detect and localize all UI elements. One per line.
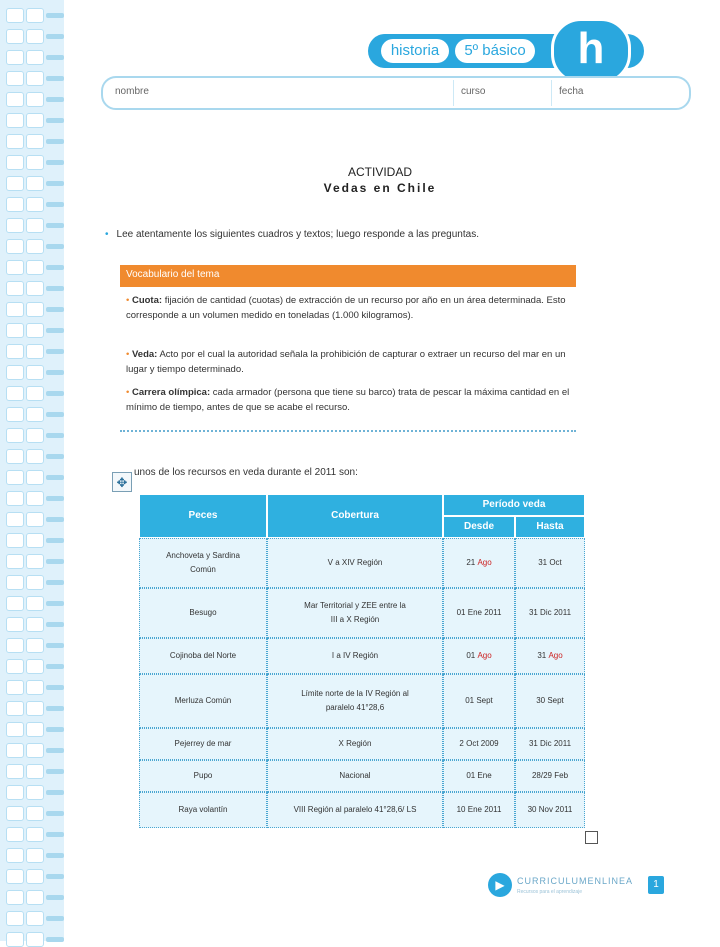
vocabulary-item (126, 347, 570, 377)
binding-ring (6, 302, 24, 317)
binding-ring (26, 218, 44, 233)
binding-stub (46, 706, 64, 711)
binding-stub (46, 412, 64, 417)
binding-stub (46, 433, 64, 438)
binding-ring (26, 911, 44, 926)
cell-from: 01 Ene (443, 760, 515, 792)
binding-stub (46, 874, 64, 879)
binding-stub (46, 622, 64, 627)
binding-ring (6, 701, 24, 716)
binding-stub (46, 601, 64, 606)
header-coverage: Cobertura (267, 494, 443, 538)
binding-stub (46, 811, 64, 816)
binding-ring (6, 344, 24, 359)
binding-ring (6, 470, 24, 485)
binding-ring (26, 386, 44, 401)
binding-ring (6, 386, 24, 401)
binding-stub (46, 790, 64, 795)
binding-ring (6, 575, 24, 590)
binding-ring (6, 260, 24, 275)
binding-stub (46, 475, 64, 480)
binding-ring (26, 113, 44, 128)
cell-coverage (267, 588, 443, 638)
cell-from (443, 538, 515, 588)
play-logo-icon: ▶ (488, 873, 512, 897)
binding-ring (6, 239, 24, 254)
binding-stub (46, 244, 64, 249)
cell-to: 31 Dic 2011 (515, 588, 585, 638)
cell-species: Pupo (139, 760, 267, 792)
binding-ring (6, 134, 24, 149)
binding-ring (6, 785, 24, 800)
binding-ring (26, 344, 44, 359)
cell-to: 31 Oct (515, 538, 585, 588)
divider (453, 80, 454, 106)
binding-ring (6, 8, 24, 23)
binding-ring (6, 50, 24, 65)
binding-ring (6, 323, 24, 338)
binding-ring (26, 806, 44, 821)
binding-ring (26, 71, 44, 86)
binding-ring (6, 365, 24, 380)
binding-ring (6, 764, 24, 779)
binding-ring (26, 470, 44, 485)
table-resize-handle[interactable] (585, 831, 598, 844)
cell-coverage: VIII Región al paralelo 41°28,6/ LS (267, 792, 443, 828)
binding-ring (6, 512, 24, 527)
binding-stub (46, 580, 64, 585)
cell-from (443, 638, 515, 674)
binding-ring (6, 197, 24, 212)
cell-coverage: X Región (267, 728, 443, 760)
binding-ring (6, 680, 24, 695)
binding-ring (26, 722, 44, 737)
binding-ring (6, 743, 24, 758)
grade-label: 5º básico (455, 39, 535, 63)
binding-ring (26, 407, 44, 422)
vocabulary-box (120, 289, 576, 432)
binding-ring (6, 533, 24, 548)
binding-ring (26, 260, 44, 275)
binding-stub (46, 664, 64, 669)
coverage-text: Límite norte de la IV Región al paralelo 41°28,6 (301, 689, 409, 712)
date-field-label: fecha (559, 86, 584, 97)
header-species: Peces (139, 494, 267, 538)
binding-ring (26, 29, 44, 44)
history-logo: h (551, 18, 631, 84)
binding-ring (6, 596, 24, 611)
vocabulary-term: Cuota: (131, 295, 163, 306)
vocabulary-item (126, 385, 570, 415)
binding-ring (26, 302, 44, 317)
binding-ring (6, 806, 24, 821)
binding-ring (26, 281, 44, 296)
binding-stub (46, 517, 64, 522)
binding-stub (46, 307, 64, 312)
binding-ring (26, 848, 44, 863)
binding-ring (26, 785, 44, 800)
binding-stub (46, 769, 64, 774)
cell-from: 01 Sept (443, 674, 515, 728)
binding-stub (46, 328, 64, 333)
binding-ring (26, 533, 44, 548)
binding-ring (26, 638, 44, 653)
binding-stub (46, 559, 64, 564)
binding-ring (6, 638, 24, 653)
bullet-icon: • (126, 349, 132, 360)
cell-coverage: I a IV Región (267, 638, 443, 674)
instruction-text: Lee atentamente los siguientes cuadros y textos; luego responde a las preguntas. (116, 229, 479, 240)
header-period: Período veda (443, 494, 585, 516)
binding-ring (26, 491, 44, 506)
subject-label: historia (381, 39, 449, 63)
vocabulary-term: Carrera olímpica: (131, 387, 211, 398)
binding-stub (46, 916, 64, 921)
date-month: Ago (548, 651, 563, 660)
binding-ring (6, 407, 24, 422)
binding-stub (46, 643, 64, 648)
binding-ring (26, 50, 44, 65)
binding-stub (46, 895, 64, 900)
binding-stub (46, 496, 64, 501)
binding-ring (26, 155, 44, 170)
binding-ring (26, 659, 44, 674)
vocabulary-item (126, 293, 570, 323)
footer-brand: CURRICULUMENLINEA (517, 876, 634, 886)
bullet-icon: • (126, 295, 132, 306)
cell-species: Besugo (139, 588, 267, 638)
binding-ring (6, 218, 24, 233)
course-field-label: curso (461, 86, 486, 97)
cell-to (515, 638, 585, 674)
binding-ring (6, 890, 24, 905)
divider (551, 80, 552, 106)
binding-ring (26, 575, 44, 590)
binding-stub (46, 748, 64, 753)
binding-ring (26, 365, 44, 380)
coverage-text: Mar Territorial y ZEE entre la III a X Región (304, 601, 406, 624)
page-number: 1 (648, 876, 664, 894)
binding-stub (46, 727, 64, 732)
binding-ring (6, 113, 24, 128)
binding-ring (26, 323, 44, 338)
binding-stub (46, 391, 64, 396)
cell-species (139, 538, 267, 588)
cell-from: 2 Oct 2009 (443, 728, 515, 760)
binding-stub (46, 853, 64, 858)
binding-stub (46, 937, 64, 942)
binding-ring (26, 701, 44, 716)
binding-stub (46, 265, 64, 270)
date-day: 01 (466, 651, 476, 660)
bullet-icon: • (105, 229, 109, 240)
table-move-handle-icon[interactable]: ✥ (112, 472, 132, 492)
binding-ring (6, 932, 24, 947)
binding-ring (26, 596, 44, 611)
header-from: Desde (443, 516, 515, 538)
binding-ring (26, 617, 44, 632)
binding-stub (46, 223, 64, 228)
binding-ring (26, 8, 44, 23)
binding-ring (6, 92, 24, 107)
binding-ring (26, 680, 44, 695)
binding-ring (6, 722, 24, 737)
binding-ring (6, 428, 24, 443)
binding-ring (26, 890, 44, 905)
cell-coverage: Nacional (267, 760, 443, 792)
vocabulary-heading: Vocabulario del tema (120, 265, 576, 287)
binding-ring (6, 827, 24, 842)
binding-ring (6, 554, 24, 569)
header-to: Hasta (515, 516, 585, 538)
binding-stub (46, 97, 64, 102)
name-field-label: nombre (115, 86, 149, 97)
date-month: Ago (477, 651, 492, 660)
binding-ring (6, 617, 24, 632)
vocabulary-definition: fijación de cantidad (cuotas) de extracción de un recurso por año en un área determinada. Esto corresponde a un volumen medido en toneladas (1.000 kilogramos). (126, 295, 566, 321)
binding-ring (6, 491, 24, 506)
date-day: 31 (537, 651, 547, 660)
student-info-bar (101, 76, 691, 110)
date-month: Ago (477, 558, 492, 567)
binding-stub (46, 832, 64, 837)
binding-ring (6, 155, 24, 170)
binding-ring (26, 239, 44, 254)
binding-stub (46, 286, 64, 291)
instruction (105, 229, 605, 240)
binding-ring (6, 869, 24, 884)
binding-ring (26, 92, 44, 107)
cell-to: 30 Nov 2011 (515, 792, 585, 828)
binding-stub (46, 118, 64, 123)
binding-ring (26, 428, 44, 443)
cell-from: 01 Ene 2011 (443, 588, 515, 638)
cell-coverage (267, 674, 443, 728)
binding-stub (46, 139, 64, 144)
binding-stub (46, 34, 64, 39)
binding-ring (26, 512, 44, 527)
binding-ring (6, 29, 24, 44)
date-day: 21 (466, 558, 476, 567)
binding-ring (26, 197, 44, 212)
species-text: Anchoveta y Sardina Común (166, 551, 240, 574)
cell-species: Merluza Común (139, 674, 267, 728)
binding-stub (46, 181, 64, 186)
binding-stub (46, 55, 64, 60)
binding-ring (6, 659, 24, 674)
binding-ring (6, 71, 24, 86)
binding-ring (26, 554, 44, 569)
binding-stub (46, 538, 64, 543)
binding-stub (46, 370, 64, 375)
cell-species: Cojinoba del Norte (139, 638, 267, 674)
table-intro: unos de los recursos en veda durante el 2011 son: (134, 467, 358, 478)
binding-stub (46, 202, 64, 207)
cell-species: Raya volantín (139, 792, 267, 828)
activity-label: ACTIVIDAD (347, 165, 412, 179)
cell-to: 31 Dic 2011 (515, 728, 585, 760)
binding-ring (26, 827, 44, 842)
cell-species: Pejerrey de mar (139, 728, 267, 760)
vocabulary-definition: cada armador (persona que tiene su barco) trata de pescar la máxima cantidad en el mínimo de tiempo, antes de que se acabe el recurso. (126, 387, 570, 413)
vocabulary-term: Veda: (131, 349, 158, 360)
binding-stub (46, 13, 64, 18)
binding-ring (26, 743, 44, 758)
binding-ring (26, 869, 44, 884)
cell-from: 10 Ene 2011 (443, 792, 515, 828)
spiral-binding (0, 0, 64, 941)
binding-ring (6, 911, 24, 926)
activity-title: Vedas en Chile (323, 181, 437, 195)
binding-ring (26, 764, 44, 779)
cell-to: 30 Sept (515, 674, 585, 728)
binding-ring (6, 848, 24, 863)
binding-ring (6, 281, 24, 296)
binding-stub (46, 454, 64, 459)
binding-stub (46, 349, 64, 354)
binding-ring (26, 176, 44, 191)
binding-ring (26, 449, 44, 464)
footer-tagline: Recursos para el aprendizaje (517, 889, 583, 895)
cell-coverage: V a XIV Región (267, 538, 443, 588)
binding-stub (46, 76, 64, 81)
binding-ring (6, 176, 24, 191)
binding-stub (46, 685, 64, 690)
binding-ring (6, 449, 24, 464)
binding-stub (46, 160, 64, 165)
binding-ring (26, 134, 44, 149)
vocabulary-definition: Acto por el cual la autoridad señala la prohibición de capturar o extraer un recurso del mar en un lugar y tiempo determinado. (126, 349, 566, 375)
bullet-icon: • (126, 387, 132, 398)
cell-to: 28/29 Feb (515, 760, 585, 792)
binding-ring (26, 932, 44, 947)
